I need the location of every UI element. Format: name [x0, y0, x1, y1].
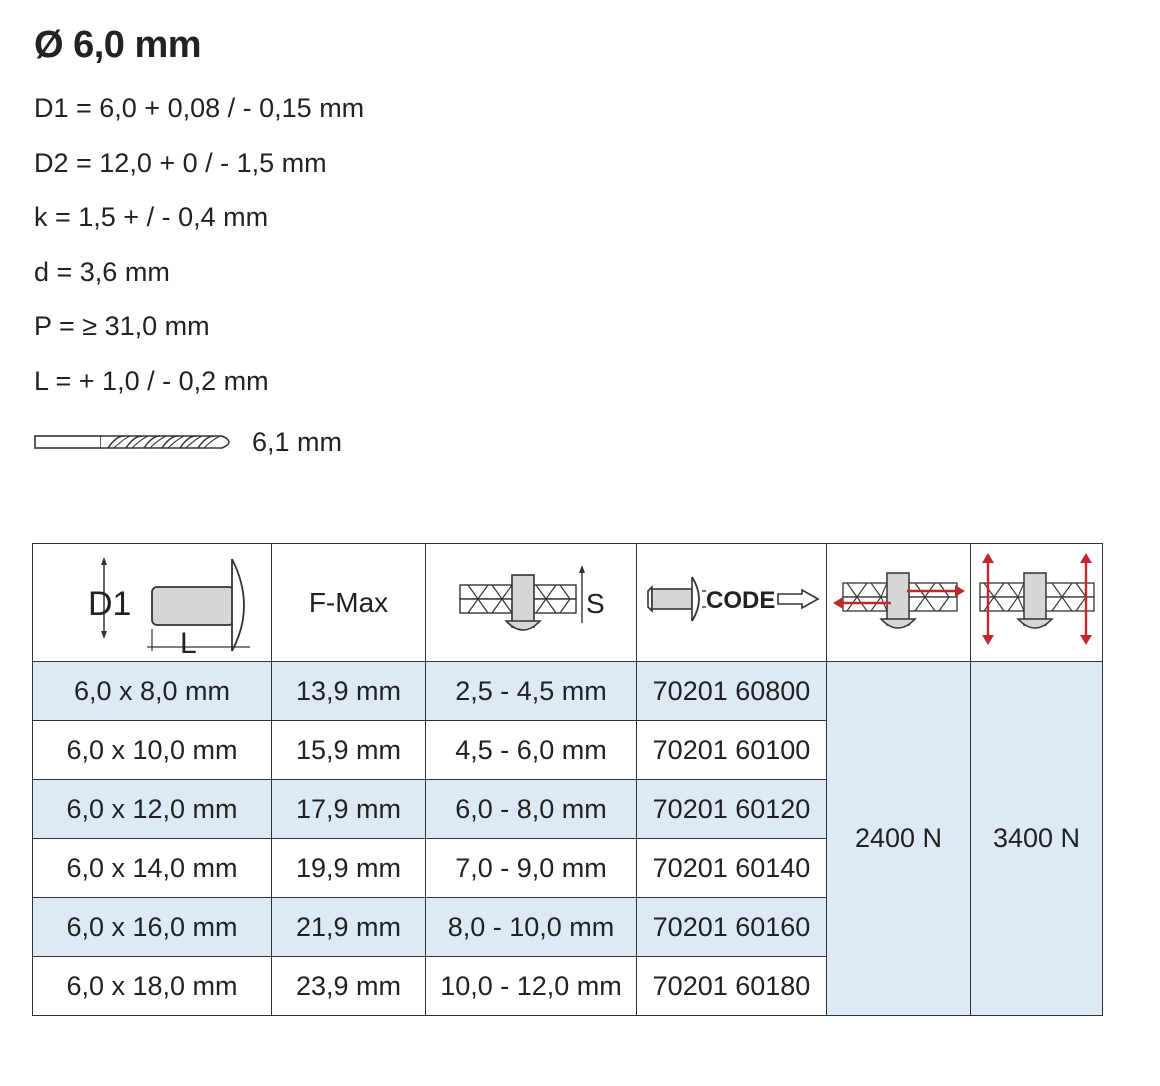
cell-code: 70201 60140	[637, 839, 827, 898]
cell-code: 70201 60180	[637, 957, 827, 1016]
cell-size: 6,0 x 18,0 mm	[33, 957, 272, 1016]
cell-grip: 7,0 - 9,0 mm	[426, 839, 637, 898]
rivet-spec-table	[32, 543, 1103, 1016]
cell-shear-force: 2400 N	[827, 662, 971, 1016]
header-grip	[426, 544, 637, 662]
cell-grip: 6,0 - 8,0 mm	[426, 780, 637, 839]
rivet-code-icon	[640, 569, 824, 629]
cell-grip: 8,0 - 10,0 mm	[426, 898, 637, 957]
header-shear	[827, 544, 971, 662]
cell-fmax: 13,9 mm	[272, 662, 426, 721]
label-d1: D1	[88, 585, 132, 623]
table-row	[33, 662, 1103, 721]
cell-grip: 2,5 - 4,5 mm	[426, 662, 637, 721]
header-fmax: F-Max	[272, 544, 426, 662]
spec-d1: D1 = 6,0 + 0,08 / - 0,15 mm	[34, 93, 365, 123]
table-header-row	[33, 544, 1103, 662]
header-code	[637, 544, 827, 662]
cell-size: 6,0 x 10,0 mm	[33, 721, 272, 780]
grip-range-icon	[456, 559, 606, 639]
cell-tensile-force: 3400 N	[971, 662, 1103, 1016]
spec-p: P = ≥ 31,0 mm	[34, 311, 210, 341]
cell-grip: 10,0 - 12,0 mm	[426, 957, 637, 1016]
drill-bit-icon	[34, 432, 238, 452]
cell-code: 70201 60160	[637, 898, 827, 957]
tensile-force-icon	[974, 549, 1100, 649]
spec-list	[34, 88, 364, 470]
page-title: Ø 6,0 mm	[34, 24, 202, 66]
header-tensile	[971, 544, 1103, 662]
label-l: L	[180, 627, 197, 653]
cell-size: 6,0 x 8,0 mm	[33, 662, 272, 721]
cell-size: 6,0 x 14,0 mm	[33, 839, 272, 898]
cell-fmax: 15,9 mm	[272, 721, 426, 780]
label-code: CODE	[705, 587, 775, 614]
cell-code: 70201 60100	[637, 721, 827, 780]
cell-size: 6,0 x 16,0 mm	[33, 898, 272, 957]
spec-drill	[34, 415, 364, 470]
cell-fmax: 23,9 mm	[272, 957, 426, 1016]
spec-d2: D2 = 12,0 + 0 / - 1,5 mm	[34, 147, 327, 178]
cell-code: 70201 60800	[637, 662, 827, 721]
spec-d: d = 3,6 mm	[34, 256, 170, 287]
label-s: S	[586, 588, 605, 619]
cell-fmax: 21,9 mm	[272, 898, 426, 957]
spec-k: k = 1,5 + / - 0,4 mm	[34, 202, 269, 232]
shear-force-icon	[831, 559, 967, 639]
cell-fmax: 19,9 mm	[272, 839, 426, 898]
rivet-dimension-icon	[52, 545, 252, 653]
cell-grip: 4,5 - 6,0 mm	[426, 721, 637, 780]
header-dimensions	[33, 544, 272, 662]
spec-l: L = + 1,0 / - 0,2 mm	[34, 365, 269, 396]
cell-code: 70201 60120	[637, 780, 827, 839]
cell-fmax: 17,9 mm	[272, 780, 426, 839]
cell-size: 6,0 x 12,0 mm	[33, 780, 272, 839]
drill-diameter: 6,1 mm	[252, 427, 343, 458]
